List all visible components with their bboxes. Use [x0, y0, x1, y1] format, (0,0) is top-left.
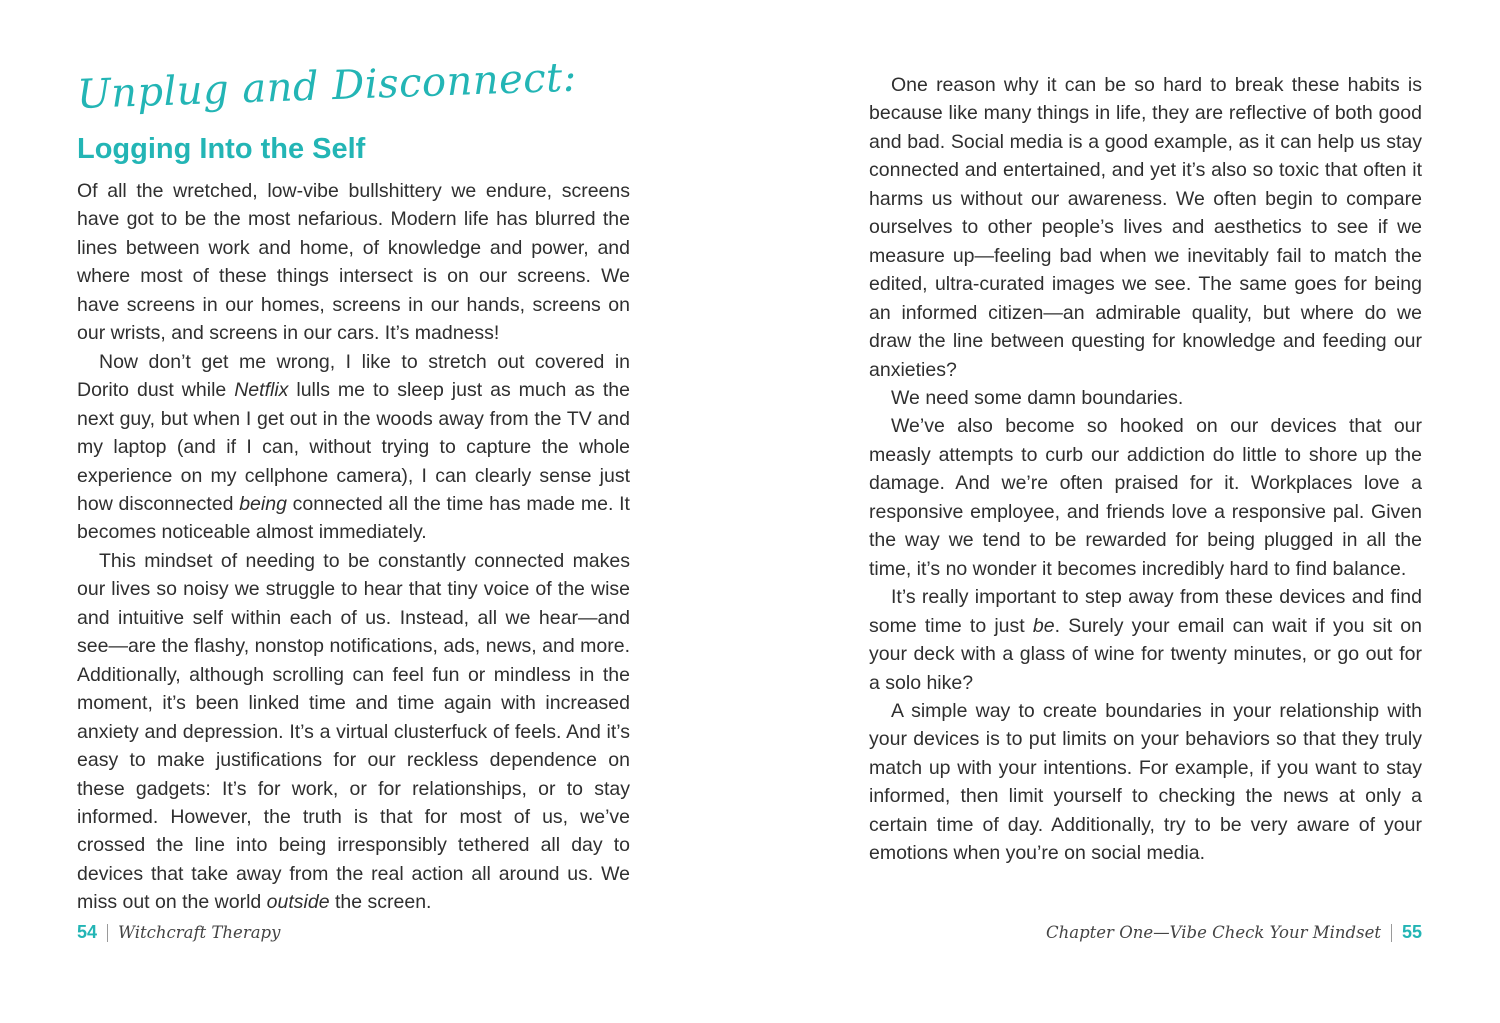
- emphasis: being: [239, 492, 287, 515]
- emphasis: Netflix: [234, 379, 289, 402]
- paragraph: We’ve also become so hooked on our devices that our measly attempts to curb our addiction do little to shore up the damage. And we’re often praised for it. Workplaces love a responsive employee, and friends love a responsive pal. Given the way we tend to be rewarded for being plugged in all the time, it’s no wonder it becomes incredibly hard to find balance.: [869, 415, 1422, 580]
- text-run: It’s really important to step away from these devices and find some time to just: [869, 586, 1422, 637]
- paragraph: [77, 348, 630, 547]
- left-footer: [77, 922, 280, 943]
- text-run: Now don’t get me wrong, I like to stretch out covered in Dorito dust while: [77, 350, 630, 402]
- text-run: . Surely your email can wait if you sit on your deck with a glass of wine for twenty minutes, or go out for a solo hike?: [869, 614, 1422, 694]
- footer-divider: [107, 924, 108, 942]
- emphasis: outside: [266, 891, 330, 914]
- paragraph: Of all the wretched, low-vibe bullshittery we endure, screens have got to be the most nefarious. Modern life has blurred the lines between work and home, of knowledge and power, and where most of these things intersect is on our screens. We have screens in our homes, screens in our hands, screens on our wrists, and screens in our cars. It’s madness!: [77, 180, 630, 345]
- right-footer: [1046, 922, 1422, 943]
- paragraph: [869, 583, 1422, 697]
- page-number: 55: [1401, 922, 1422, 942]
- paragraph: One reason why it can be so hard to break these habits is because like many things in life, they are reflective of both good and bad. Social media is a good example, as it can help us stay connected and entertained, and yet it’s also so toxic that often it harms us without our awareness. We often begin to compare ourselves to other people’s lives and aesthetics to see if we measure up—feeling bad when we inevitably fail to match the edited, ultra-curated images we see. The same goes for being an informed citizen—an admirable quality, but where do we draw the line between questing for knowledge and feeding our anxieties?: [869, 74, 1422, 381]
- left-page: [77, 0, 630, 1023]
- section-script-title: Unplug and Disconnect:: [76, 54, 578, 118]
- right-page: [869, 0, 1422, 1023]
- running-head: Chapter One—Vibe Check Your Mindset: [1046, 923, 1381, 942]
- running-head: Witchcraft Therapy: [118, 923, 281, 942]
- page-number: 54: [77, 922, 98, 942]
- text-run: connected all the time has made me. It becomes noticeable almost immediately.: [77, 492, 630, 544]
- footer-divider: [1391, 924, 1392, 942]
- right-body-text: [869, 71, 1422, 868]
- paragraph: A simple way to create boundaries in your relationship with your devices is to put limits on your behaviors so that they truly match up with your intentions. For example, if you want to stay informed, then limit yourself to checking the news at only a certain time of day. Additionally, try to be very aware of your emotions when you’re on social media.: [869, 699, 1422, 865]
- paragraph: [77, 547, 630, 917]
- paragraph: We need some damn boundaries.: [891, 386, 1184, 409]
- emphasis: be: [1032, 614, 1055, 637]
- left-body-text: [77, 177, 630, 917]
- text-run: lulls me to sleep just as much as the next guy, but when I get out in the woods away from the TV and my laptop (and if I can, without trying to capture the whole experience on my cellphone camera), I can clearly sense just how disconnected: [77, 379, 630, 515]
- text-run: This mindset of needing to be constantly connected makes our lives so noisy we struggle to hear that tiny voice of the wise and intuitive self within each of us. Instead, all we hear—and see—are the flashy, nonstop notifications, ads, news, and more. Additionally, although scrolling can feel fun or mindless in the moment, it’s been linked time and time again with increased anxiety and depression. It’s a virtual clusterfuck of feels. And it’s easy to make justifications for our reckless dependence on these gadgets: It’s for work, or for relationships, or to stay informed. However, the truth is that for most of us, we’ve crossed the line into being irresponsibly tethered all day to devices that take away from the real action all around us. We miss out on the world: [77, 549, 630, 914]
- text-run: the screen.: [329, 891, 432, 914]
- section-subtitle: Logging Into the Self: [77, 133, 366, 165]
